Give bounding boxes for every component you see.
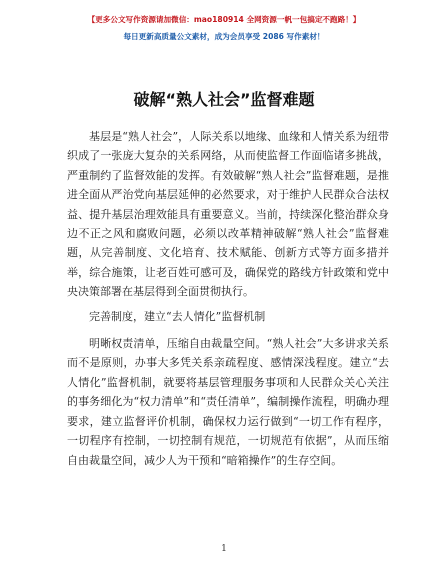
page-number: 1 (221, 544, 227, 554)
document-title: 破解“熟人社会”监督难题 (133, 90, 315, 109)
intro-paragraph: 基层是“熟人社会”，人际关系以地缘、血缘和人情关系为纽带织成了一张庞大复杂的关系网络，从而使监督工作面临诸多挑战，严重制约了监督效能的发挥。有效破解“熟人社会”监督难题，是推进全面从严治党向基层延伸的必然要求，对于维护人民群众合法权益、提升基层治理效能具有重要意义。当前，持续深化整治群众身边不正之风和腐败问题，必须以改革精神破解“熟人社会”监督难题，从完善制度、文化培育、技术赋能、创新方式等方面多措并举，综合施策，让老百姓可感可及，确保党的路线方针政策和党中央决策部署在基层得到全面贯彻执行。 (67, 130, 389, 299)
promo-banner (0, 14, 448, 42)
section-heading: 完善制度，建立“去人情化”监督机制 (89, 309, 266, 323)
promo-banner-line-1: 【更多公文写作资源请加微信：mao180914 全网资源一帆一包搞定不跑路！】 (87, 15, 361, 24)
promo-banner-line-2: 每日更新高质量公文素材，成为会员享受 2086 写作素材！ (123, 32, 325, 41)
document-body (67, 127, 389, 470)
section-paragraph: 明晰权责清单，压缩自由裁量空间。“熟人社会”大多讲求关系而不是原则，办事大多凭关系亲疏程度、感情深浅程度。建立“去人情化”监督机制，就要将基层管理服务事项和人民群众关心关注的事务细化为“权力清单”和“责任清单”，编制操作流程，明确办理要求，建立监督评价机制，确保权力运行做到“一切工作有程序，一切程序有控制，一切控制有规范，一切规范有依据”，从而压缩自由裁量空间，减少人为干预和“暗箱操作”的生存空间。 (67, 337, 389, 467)
